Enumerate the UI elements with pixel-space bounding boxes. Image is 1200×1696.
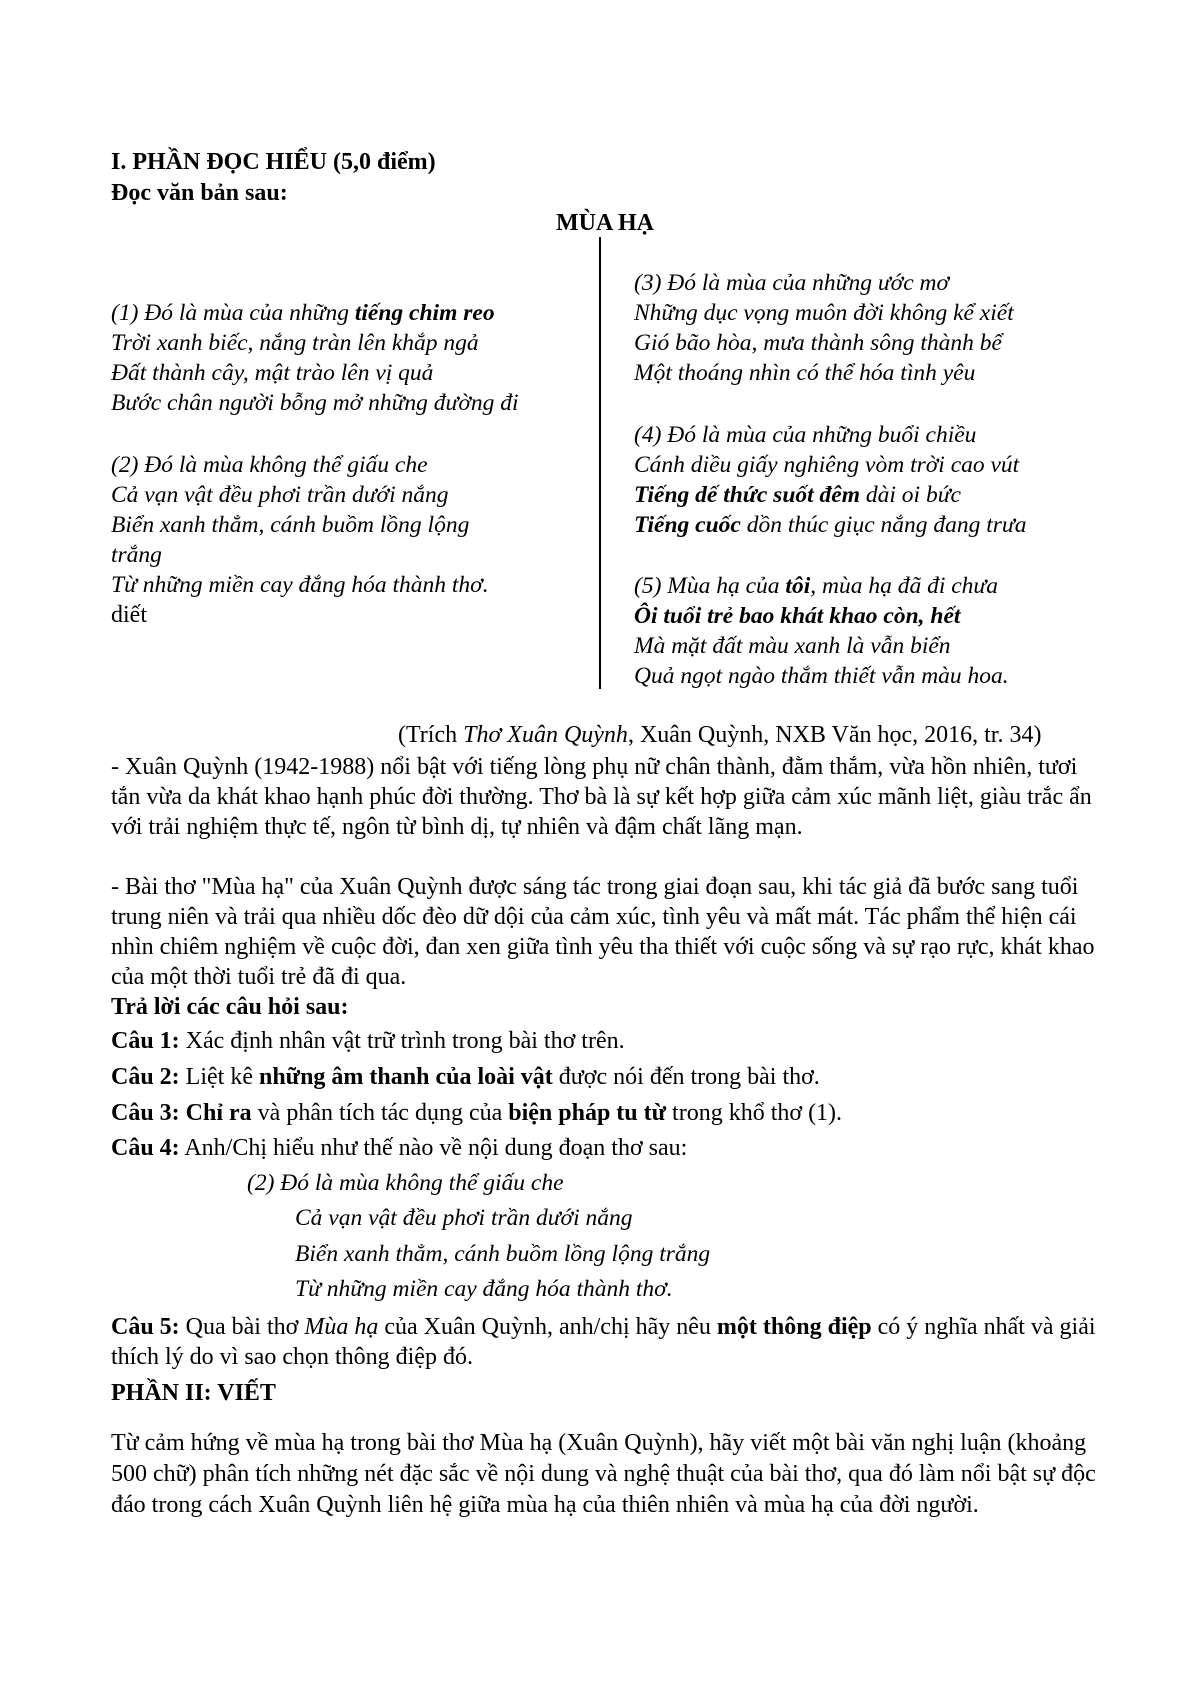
- question-label: Câu 4:: [111, 1135, 180, 1161]
- poem-line: [634, 480, 1027, 510]
- poem-line: Gió bão hòa, mưa thành sông thành bể: [634, 330, 1002, 356]
- poem-line: Biển xanh thẳm, cánh buồm lồng lộng: [111, 512, 470, 538]
- quoted-poem-line: Biển xanh thẳm, cánh buồm lồng lộng trắng: [295, 1241, 711, 1267]
- poem-line: [111, 298, 519, 328]
- poem-stanza-3: [634, 268, 1014, 388]
- poem-note: - Bài thơ "Mùa hạ" của Xuân Quỳnh được sáng tác trong giai đoạn sau, khi tác giả đã bước sang tuổi trung niên và trải qua nhiều dốc đèo dữ dội của cảm xúc, tình yêu và mất mát. Tác phẩm thể hiện cái nhìn chiêm nghiệm về cuộc đời, đan xen giữa tình yêu tha thiết với cuộc sống và sự rạo rực, khát khao của một thời tuổi trẻ đã đi qua.: [111, 874, 1095, 990]
- question-emphasis: những âm thanh của loài vật: [258, 1064, 553, 1090]
- poem-line: Mà mặt đất màu xanh là vẫn biển: [634, 633, 951, 659]
- poem-line: Cánh diều giấy nghiêng vòm trời cao vút: [634, 452, 1020, 478]
- poem-text: (5) Mùa hạ của: [634, 573, 786, 599]
- poem-bold-text: tôi: [785, 573, 811, 599]
- read-prompt: Đọc văn bản sau:: [111, 180, 288, 206]
- poem-stanza-4: [634, 420, 1027, 540]
- poem-column-divider: [599, 237, 601, 689]
- question-emphasis: Chỉ ra: [179, 1100, 252, 1126]
- poem-line: Đất thành cây, mật trào lên vị quả: [111, 360, 434, 386]
- question-label: Câu 3:: [111, 1100, 180, 1126]
- poem-line: Quả ngọt ngào thắm thiết vẫn màu hoa.: [634, 663, 1009, 689]
- poem-stanza-5: [634, 571, 1009, 691]
- citation: [398, 722, 1041, 749]
- poem-bold-text: Tiếng cuốc: [634, 512, 741, 538]
- section-heading-writing: PHẦN II: VIẾT: [111, 1380, 276, 1406]
- quoted-poem-line: Cả vạn vật đều phơi trần dưới nắng: [295, 1205, 633, 1231]
- question-emphasis: một thông điệp: [716, 1314, 872, 1340]
- poem-line: Những dục vọng muôn đời không kể xiết: [634, 300, 1014, 326]
- poem-text: , mùa hạ đã đi chưa: [810, 573, 998, 599]
- question-text: Xác định nhân vật trữ trình trong bài thơ trên.: [179, 1028, 625, 1054]
- question-5: [111, 1312, 1101, 1372]
- question-text: được nói đến trong bài thơ.: [552, 1064, 820, 1090]
- poem-text: dồn thúc giục nắng đang trưa: [740, 512, 1027, 538]
- citation-book-title: Thơ Xuân Quỳnh: [463, 722, 628, 748]
- section-heading-reading: I. PHẦN ĐỌC HIỂU (5,0 điểm): [111, 149, 436, 175]
- question-text: của Xuân Quỳnh, anh/chị hãy nêu: [378, 1314, 717, 1340]
- poem-title: MÙA HẠ: [556, 210, 654, 236]
- question-text: và phân tích tác dụng của: [251, 1100, 509, 1126]
- poem-line: Trời xanh biếc, nắng tràn lên khắp ngả: [111, 330, 479, 356]
- poem-bold-text: Tiếng dế thức suốt đêm: [634, 482, 861, 508]
- author-note: - Xuân Quỳnh (1942-1988) nổi bật với tiếng lòng phụ nữ chân thành, đằm thắm, vừa hồn nhiên, tươi tắn vừa da khát khao hạnh phúc đời thường. Thơ bà là sự kết hợp giữa cảm xúc mãnh liệt, giàu trắc ẩn với trải nghiệm thực tế, ngôn từ bình dị, tự nhiên và đậm chất lãng mạn.: [111, 754, 1092, 840]
- question-label: Câu 5:: [111, 1314, 180, 1340]
- poem-line: (3) Đó là mùa của những ước mơ: [634, 270, 950, 296]
- poem-line: Từ những miền cay đắng hóa thành thơ.: [111, 572, 489, 598]
- poem-line: (4) Đó là mùa của những buổi chiều: [634, 422, 977, 448]
- question-4: [111, 1133, 687, 1163]
- poem-text: dài oi bức: [860, 482, 961, 508]
- poem-line: Cả vạn vật đều phơi trần dưới nắng: [111, 482, 449, 508]
- poem-text: (1) Đó là mùa của những: [111, 300, 355, 326]
- poem-line: Bước chân người bỗng mở những đường đi: [111, 390, 519, 416]
- poem-line: Ôi tuổi trẻ bao khát khao còn, hết: [634, 603, 961, 629]
- poem-line: [634, 510, 1027, 540]
- stray-word: diết: [111, 602, 147, 628]
- poem-line: (2) Đó là mùa không thể giấu che: [111, 452, 428, 478]
- question-text: Liệt kê: [179, 1064, 259, 1090]
- question-text: Qua bài thơ: [179, 1314, 305, 1340]
- citation-text: , Xuân Quỳnh, NXB Văn học, 2016, tr. 34): [627, 722, 1042, 748]
- poem-line: [634, 571, 1009, 601]
- question-2: [111, 1062, 820, 1092]
- question-label: Câu 2:: [111, 1064, 180, 1090]
- poem-line: trắng: [111, 542, 162, 568]
- question-poem-title: Mùa hạ: [304, 1314, 379, 1340]
- writing-task: Từ cảm hứng về mùa hạ trong bài thơ Mùa hạ (Xuân Quỳnh), hãy viết một bài văn nghị luận (khoảng 500 chữ) phân tích những nét đặc sắc về nội dung và nghệ thuật của bài thơ, qua đó làm nổi bật sự độc đáo trong cách Xuân Quỳnh liên hệ giữa mùa hạ của thiên nhiên và mùa hạ của đời người.: [111, 1430, 1096, 1518]
- question-emphasis: biện pháp tu từ: [508, 1100, 667, 1126]
- poem-stanza-2: [111, 450, 489, 630]
- questions-prompt: Trả lời các câu hỏi sau:: [111, 994, 349, 1020]
- question-text: có ý nghĩa nhất và giải thích lý do vì sao chọn thông điệp đó.: [111, 1314, 1096, 1370]
- question-label: Câu 1:: [111, 1028, 180, 1054]
- question-text: Anh/Chị hiểu như thế nào về nội dung đoạn thơ sau:: [179, 1135, 688, 1161]
- quoted-poem-line: Từ những miền cay đắng hóa thành thơ.: [295, 1276, 673, 1302]
- quoted-poem-line: (2) Đó là mùa không thể giấu che: [247, 1170, 564, 1196]
- poem-bold-text: tiếng chim reo: [354, 300, 495, 326]
- question-text: trong khổ thơ (1).: [666, 1100, 843, 1126]
- citation-text: (Trích: [398, 722, 464, 748]
- poem-line: Một thoáng nhìn có thể hóa tình yêu: [634, 360, 976, 386]
- question-1: [111, 1026, 625, 1056]
- question-3: [111, 1098, 842, 1128]
- poem-stanza-1: [111, 298, 519, 418]
